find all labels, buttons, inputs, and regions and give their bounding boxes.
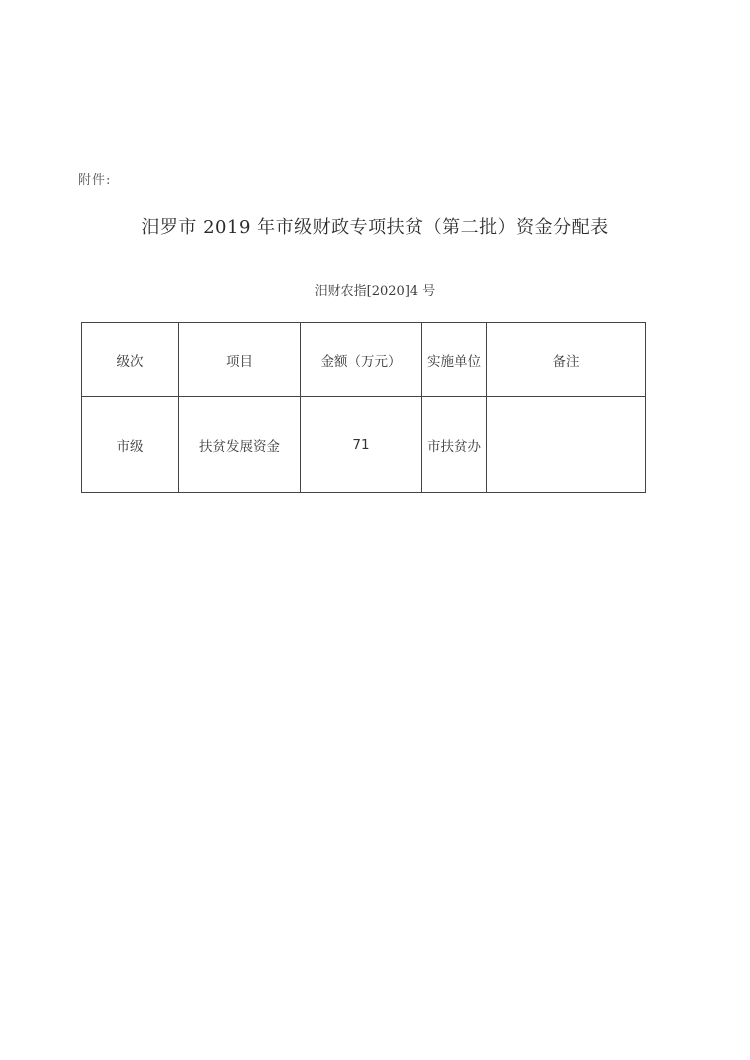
allocation-table bbox=[81, 322, 646, 493]
cell-project: 扶贫发展资金 bbox=[179, 397, 301, 493]
header-level: 级次 bbox=[82, 323, 179, 397]
header-amount: 金额（万元） bbox=[301, 323, 422, 397]
attachment-label: 附件: bbox=[78, 173, 112, 188]
header-project: 项目 bbox=[179, 323, 301, 397]
table-header-row bbox=[82, 323, 646, 397]
document-title: 汨罗市 2019 年市级财政专项扶贫（第二批）资金分配表 bbox=[141, 217, 609, 238]
table-row bbox=[82, 397, 646, 493]
cell-remarks bbox=[487, 397, 646, 493]
cell-implementing-unit: 市扶贫办 bbox=[422, 397, 487, 493]
document-number: 汨财农指[2020]4 号 bbox=[314, 284, 436, 299]
cell-amount: 71 bbox=[301, 397, 422, 493]
header-implementing-unit: 实施单位 bbox=[422, 323, 487, 397]
cell-level: 市级 bbox=[82, 397, 179, 493]
header-remarks: 备注 bbox=[487, 323, 646, 397]
